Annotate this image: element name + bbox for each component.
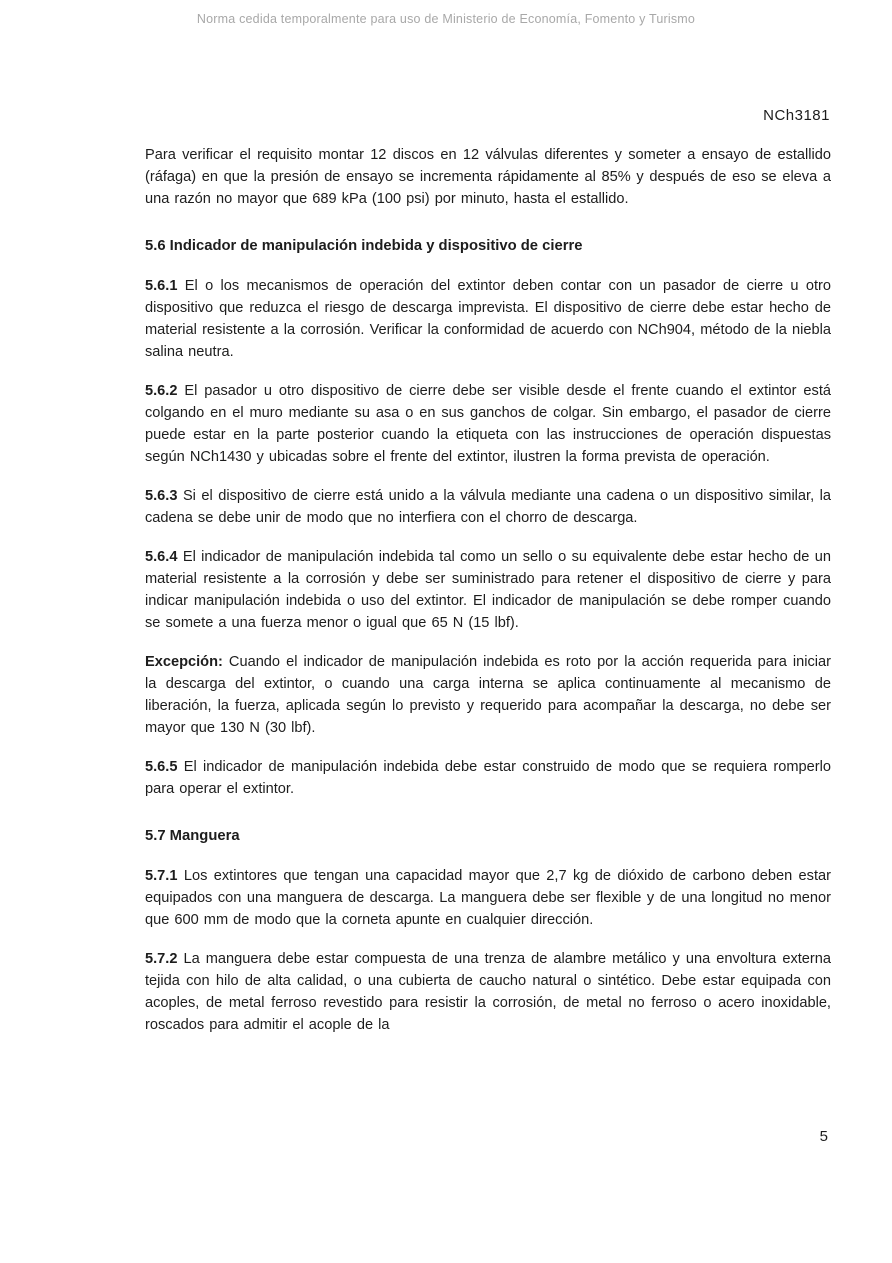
paragraph-text: Para verificar el requisito montar 12 discos en 12 válvulas diferentes y someter a ensayo de estallido (ráfaga) en que la presión de ensayo se incrementa rápidamente al 85% y después de eso se eleva a una razón no mayor que 689 kPa (100 psi) por minuto, hasta el estallido. [145, 147, 831, 207]
paragraph-text: El indicador de manipulación indebida tal como un sello o su equivalente debe estar hecho de un material resistente a la corrosión y debe ser suministrado para retener el dispositivo de cierre y para indicar manipulación indebida o uso del extintor. El indicador de manipulación se debe romper cuando se somete a una fuerza menor o igual que 65 N (15 lbf). [145, 549, 831, 631]
section-heading: 5.7 Manguera [145, 828, 240, 844]
body-paragraph [145, 546, 831, 634]
paragraph-text: La manguera debe estar compuesta de una trenza de alambre metálico y una envoltura externa tejida con hilo de alta calidad, o una cubierta de caucho natural o sintético. Debe estar equipada con acoples, de metal ferroso revestido para resistir la corrosión, de metal no ferroso o acero inoxidable, roscados para admitir el acople de la [145, 951, 832, 1033]
paragraph-text: El indicador de manipulación indebida debe estar construido de modo que se requiera romperlo para operar el extintor. [145, 759, 831, 797]
section-heading: 5.6 Indicador de manipulación indebida y dispositivo de cierre [145, 238, 583, 254]
body-paragraph [145, 485, 831, 529]
page-number: 5 [819, 1128, 828, 1145]
body-paragraph [145, 756, 831, 800]
body-paragraph [145, 380, 831, 468]
document-body [145, 144, 831, 1053]
section-number: 5.7.2 [145, 951, 178, 967]
section-number: 5.6.4 [145, 549, 178, 565]
section-number: 5.6.5 [145, 759, 178, 775]
paragraph-text: Cuando el indicador de manipulación indebida es roto por la acción requerida para iniciar la descarga del extintor, o cuando una carga interna se aplica continuamente al mecanismo de liberación, la fuerza, aplicada según lo previsto y requerido para acompañar la descarga, no debe ser mayor que 130 N (30 lbf). [145, 654, 831, 736]
section-number: 5.6.2 [145, 383, 178, 399]
body-paragraph [145, 275, 831, 363]
paragraph-text: Los extintores que tengan una capacidad mayor que 2,7 kg de dióxido de carbono deben estar equipados con una manguera de descarga. La manguera debe ser flexible y de una longitud no menor que 600 mm de modo que la corneta apunte en cualquier dirección. [145, 868, 832, 928]
watermark-text: Norma cedida temporalmente para uso de Ministerio de Economía, Fomento y Turismo [196, 12, 696, 26]
body-paragraph [145, 651, 831, 739]
section-number: 5.7.1 [145, 868, 178, 884]
paragraph-text: El o los mecanismos de operación del extintor deben contar con un pasador de cierre u otro dispositivo que reduzca el riesgo de descarga imprevista. El dispositivo de cierre debe estar hecho de material resistente a la corrosión. Verificar la conformidad de acuerdo con NCh904, método de la niebla salina neutra. [145, 278, 831, 360]
paragraph-text: El pasador u otro dispositivo de cierre debe ser visible desde el frente cuando el extintor está colgando en el muro mediante su asa o en sus ganchos de colgar. Sin embargo, el pasador de cierre puede estar en la parte posterior cuando la etiqueta con las instrucciones de operación dispuestas según NCh1430 y ubicadas sobre el frente del extintor, ilustren la forma prevista de operación. [145, 383, 831, 465]
body-paragraph [145, 144, 831, 210]
document-code: NCh3181 [763, 107, 830, 124]
body-paragraph [145, 948, 831, 1036]
section-number: Excepción: [145, 654, 223, 670]
body-paragraph [145, 865, 831, 931]
section-number: 5.6.3 [145, 488, 178, 504]
section-number: 5.6.1 [145, 278, 178, 294]
paragraph-text: Si el dispositivo de cierre está unido a la válvula mediante una cadena o un dispositivo similar, la cadena se debe unir de modo que no interfiera con el chorro de descarga. [145, 488, 831, 526]
